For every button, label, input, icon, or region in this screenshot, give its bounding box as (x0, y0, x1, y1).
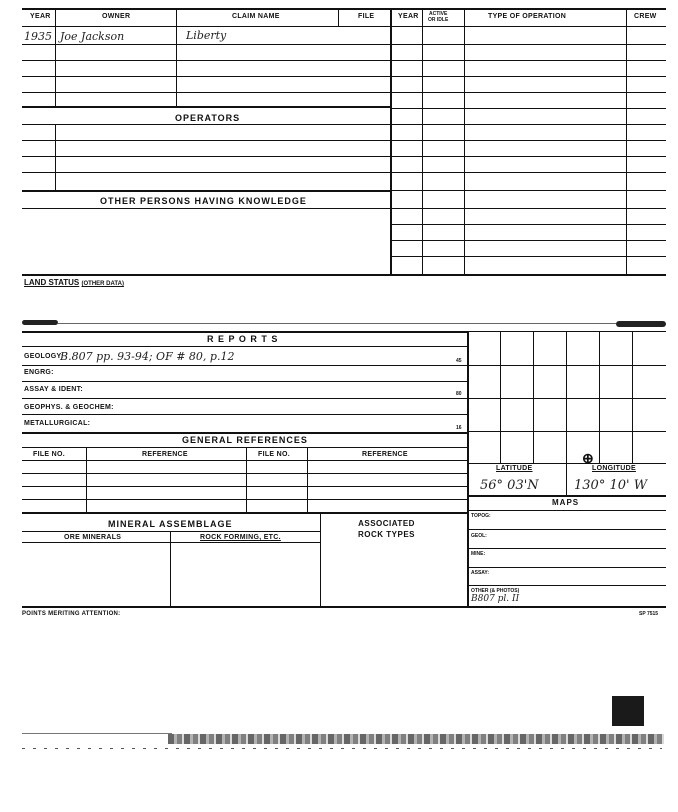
report-assay-num: 80 (456, 391, 462, 397)
gr-reference-1: REFERENCE (142, 451, 188, 458)
longitude-label: LONGITUDE (592, 465, 636, 472)
associated-rock-types: ASSOCIATED ROCK TYPES (358, 519, 416, 539)
ore-minerals-header: ORE MINERALS (64, 534, 122, 541)
latitude-label: LATITUDE (496, 465, 533, 472)
maps-other-value: B807 pl. II (471, 594, 520, 604)
claims-file-header: FILE (358, 13, 375, 20)
ops-active-header: ACTIVE OR IDLE (428, 11, 449, 23)
maps-title: MAPS (552, 498, 580, 507)
gr-file-no-2: FILE NO. (258, 451, 290, 458)
report-assay-label: ASSAY & IDENT: (24, 386, 84, 393)
rock-forming-header: ROCK FORMING, ETC. (200, 534, 281, 541)
location-marker-icon: ⊕ (582, 450, 594, 466)
operators-title: OPERATORS (175, 113, 241, 123)
report-metallurgical-label: METALLURGICAL: (24, 420, 91, 427)
ops-type-header: TYPE OF OPERATION (488, 13, 567, 20)
points-meriting-attention: POINTS MERITING ATTENTION: (22, 611, 121, 617)
gr-reference-2: REFERENCE (362, 451, 408, 458)
claims-year-header: YEAR (30, 13, 51, 20)
land-status-title: LAND STATUS (24, 278, 80, 287)
land-status (24, 278, 124, 287)
maps-geol-label: GEOL: (471, 533, 487, 539)
gr-file-no-1: FILE NO. (33, 451, 65, 458)
claim-name-value: Liberty (186, 29, 227, 42)
reports-title: R E P O R T S (207, 334, 279, 344)
report-engrg-label: ENGRG: (24, 369, 54, 376)
report-geology-num: 45 (456, 358, 462, 364)
report-geophys-label: GEOPHYS. & GEOCHEM: (24, 404, 114, 411)
latitude-value: 56° 03'N (480, 478, 539, 493)
other-persons-title: OTHER PERSONS HAVING KNOWLEDGE (100, 196, 307, 206)
mineral-assemblage-title: MINERAL ASSEMBLAGE (108, 519, 233, 529)
claims-owner-header: OWNER (102, 13, 131, 20)
scan-artifact-band (168, 734, 664, 744)
maps-assay-label: ASSAY: (471, 570, 490, 576)
claim-year-value: 1935 (24, 30, 52, 43)
report-geology-value: B.807 pp. 93-94; OF # 80, p.12 (60, 350, 235, 363)
maps-topog-label: TOPOG: (471, 513, 491, 519)
form-number: SP 7515 (639, 611, 659, 617)
ops-year-header: YEAR (398, 13, 419, 20)
maps-other-label: OTHER (& PHOTOS) (471, 588, 520, 594)
claim-owner-value: Joe Jackson (60, 30, 125, 43)
ops-crew-header: CREW (634, 13, 657, 20)
land-status-sub: (OTHER DATA) (81, 281, 124, 287)
report-geology-label: GEOLOGY: (24, 353, 64, 360)
maps-mine-label: MINE: (471, 551, 486, 557)
report-metallurgical-num: 16 (456, 425, 462, 431)
claims-claim-name-header: CLAIM NAME (232, 13, 280, 20)
general-references-title: GENERAL REFERENCES (182, 435, 308, 445)
scan-artifact-block (612, 696, 644, 726)
longitude-value: 130° 10' W (574, 478, 648, 493)
